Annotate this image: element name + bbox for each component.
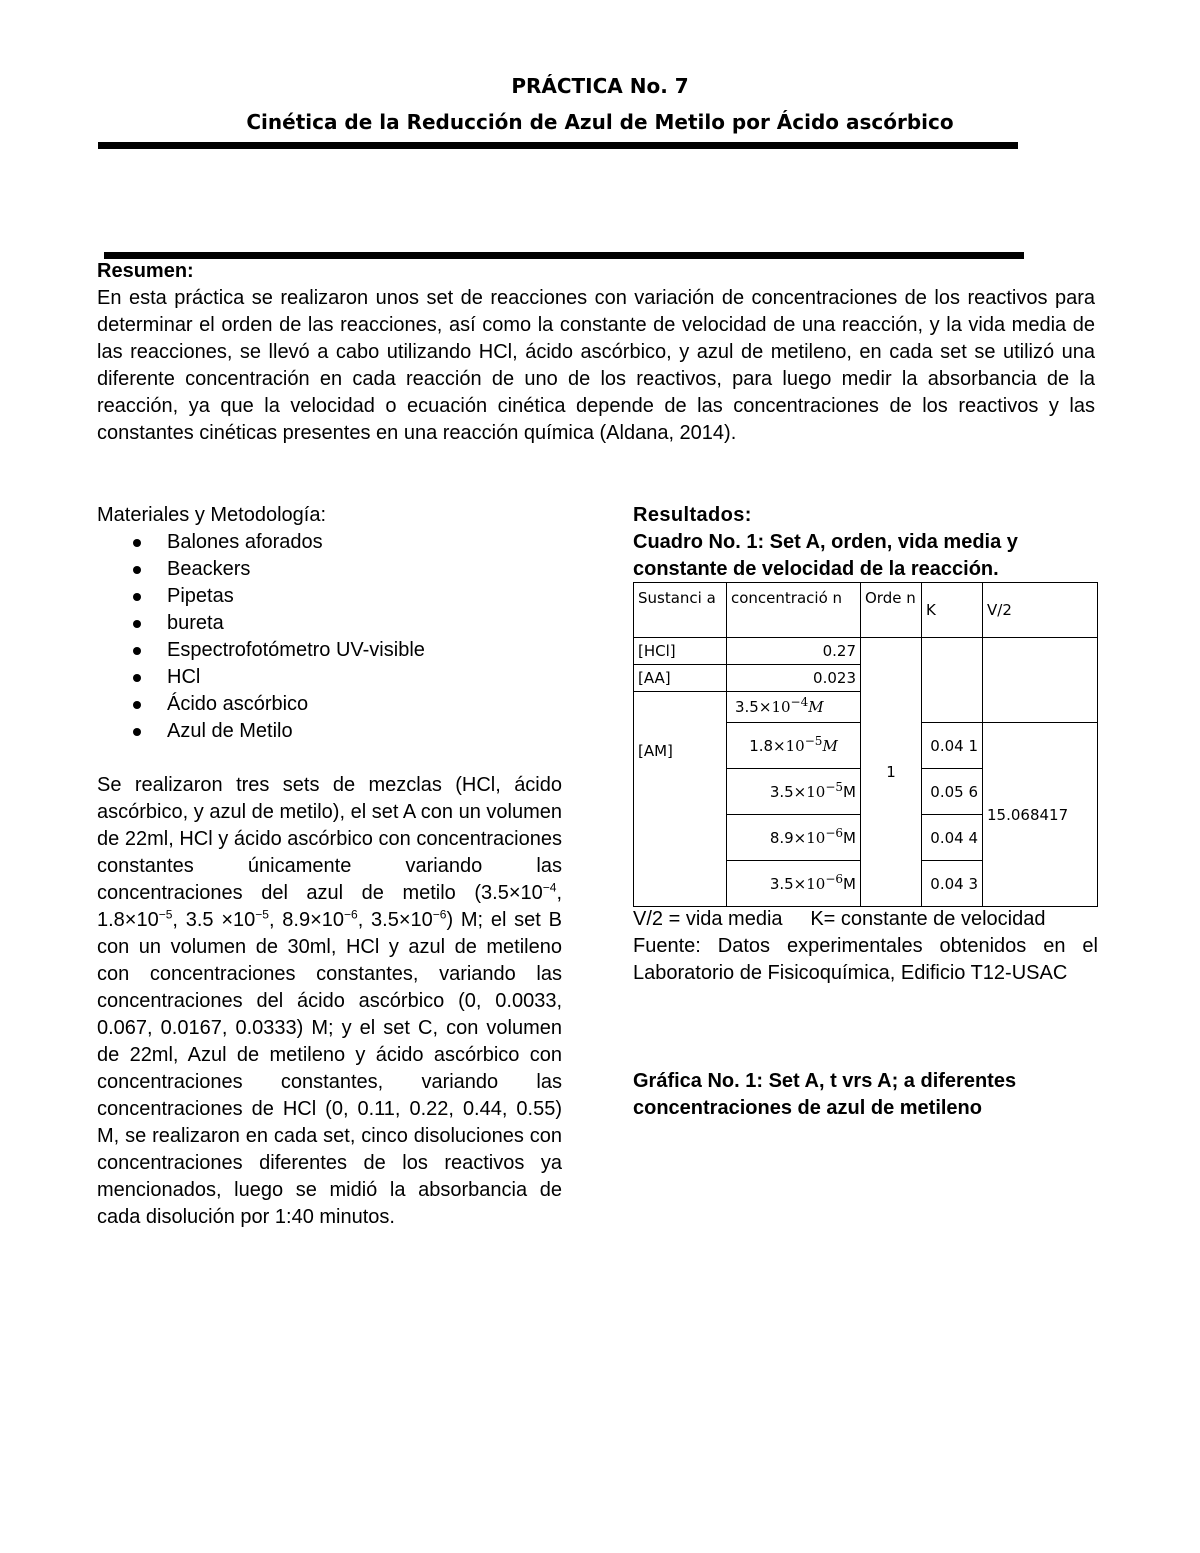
list-item: bureta (97, 610, 562, 637)
half-life-cell: 15.068417 (983, 723, 1098, 907)
table-caption: Cuadro No. 1: Set A, orden, vida media y constante de velocidad de la reacción. (633, 531, 1018, 580)
concentration-cell: 0.023 (727, 665, 861, 692)
results-heading: Resultados: (633, 504, 752, 526)
materials-methods-column (97, 502, 562, 1231)
list-item: Azul de Metilo (97, 718, 562, 745)
table-legend: V/2 = vida media K= constante de velocidad (633, 908, 1046, 930)
conc-value: $3.5 \times 10^{-5}$ (185, 907, 269, 931)
header-cell: concentració n (727, 583, 861, 638)
materials-list (97, 529, 562, 745)
substance-cell: [HCl] (634, 638, 727, 665)
summary-paragraph-end: constantes cinéticas presentes en una reacción química (Aldana, 2014). (97, 422, 737, 444)
conc-value: $3.5\times 10^{-4}$ (481, 880, 557, 904)
concentration-cell: $1.8\times 10^{-5}M$ (727, 723, 861, 769)
list-item: Balones aforados (97, 529, 562, 556)
substance-cell: [AA] (634, 665, 727, 692)
header-rule-top (98, 142, 1018, 149)
conc-value: $3.5\times 10^{-6}$ (371, 907, 447, 931)
order-cell: 1 (861, 638, 922, 907)
materials-heading: Materiales y Metodología: (97, 504, 327, 526)
methods-intro: Se realizaron tres sets de mezclas (HCl, ácido ascórbico, y azul de metilo), el set A con un volumen de 22ml, HCl y ácido ascórbico con concentraciones constantes únicamente variando las concentraciones del azul de metilo ( (97, 774, 562, 904)
k-cell: 0.04 3 (922, 861, 983, 907)
conc-value: $1.8\times 10^{-5}$ (97, 907, 173, 931)
list-item: Ácido ascórbico (97, 691, 562, 718)
header-cell: V/2 (983, 583, 1098, 638)
header-cell: K (922, 583, 983, 638)
results-table (633, 582, 1098, 907)
header-cell: Sustanci a (634, 583, 727, 638)
table-row (634, 638, 1098, 665)
k-cell: 0.05 6 (922, 769, 983, 815)
substance-cell: [AM] (634, 692, 727, 907)
concentration-cell: 0.27 (727, 638, 861, 665)
document-subtitle: Cinética de la Reducción de Azul de Metilo por Ácido ascórbico (246, 110, 954, 134)
list-item: Beackers (97, 556, 562, 583)
table-source: Fuente: Datos experimentales obtenidos en el Laboratorio de Fisicoquímica, Edificio T12-USAC (633, 935, 1098, 984)
list-item: Pipetas (97, 583, 562, 610)
methods-rest: ) M; el set B con un volumen de 30ml, HCl y azul de metileno con concentraciones constantes, variando las concentraciones del ácido ascórbico (0, 0.0033, 0.067, 0.0167, 0.0333) M; y el set C, con volumen de 22ml, Azul de metileno y ácido ascórbico con concentraciones constantes, variando las concentraciones de HCl (0, 0.11, 0.22, 0.44, 0.55) M, se realizaron en cada set, cinco disoluciones con concentraciones diferentes de los reactivos ya mencionados, luego se midió la absorbancia de cada disolución por 1:40 minutos. (97, 909, 562, 1228)
methods-paragraph: Se realizaron tres sets de mezclas (HCl, ácido ascórbico, y azul de metilo), el set A con un volumen de 22ml, HCl y ácido ascórbico con concentraciones constantes únicamente variando las concentraciones del azul de metilo ($3.5\times 10^{-4}$, $1.8\times 10^{-5}$, $3.5 \times 10^{-5}$, $8.9\times 10^{-6}$, $3.5\times 10^{-6}$) M; el set B con un volumen de 30ml, HCl y azul de metileno con concentraciones constantes, variando las concentraciones del ácido ascórbico (0, 0.0033, 0.067, 0.0167, 0.0333) M; y el set C, con volumen de 22ml, Azul de metileno y ácido ascórbico con concentraciones constantes, variando las concentraciones de HCl (0, 0.11, 0.22, 0.44, 0.55) M, se realizaron en cada set, cinco disoluciones con concentraciones diferentes de los reactivos ya mencionados, luego se midió la absorbancia de cada disolución por 1:40 minutos. (97, 774, 562, 1228)
concentration-cell: $3.5\times 10^{-6}M$ (727, 861, 861, 907)
list-item: Espectrofotómetro UV-visible (97, 637, 562, 664)
table-header-row (634, 583, 1098, 638)
list-item: HCl (97, 664, 562, 691)
summary-section (97, 258, 1095, 447)
header-cell: Orde n (861, 583, 922, 638)
concentration-cell: $3.5\times 10^{-4}M$ (727, 692, 861, 723)
k-cell-empty (922, 638, 983, 723)
summary-paragraph: En esta práctica se realizaron unos set de reacciones con variación de concentraciones de los reactivos para determinar el orden de las reacciones, así como la constante de velocidad de una reacción, y la vida media de las reacciones, se llevó a cabo utilizando HCl, ácido ascórbico, y azul de metileno, en cada set se utilizó una diferente concentración en cada reacción de uno de los reactivos, para luego medir la absorbancia de la reacción, ya que la velocidad o ecuación cinética depende de las concentraciones de los reactivos y las (97, 287, 1095, 417)
concentration-cell: $3.5\times 10^{-5}M$ (727, 769, 861, 815)
summary-heading: Resumen: (97, 260, 194, 282)
document-title: PRÁCTICA No. 7 (511, 74, 689, 98)
graph-caption: Gráfica No. 1: Set A, t vrs A; a diferentes concentraciones de azul de metileno (633, 1070, 1017, 1119)
k-cell: 0.04 4 (922, 815, 983, 861)
concentration-cell: $8.9\times 10^{-6}M$ (727, 815, 861, 861)
conc-value: $8.9\times 10^{-6}$ (282, 907, 358, 931)
k-cell: 0.04 1 (922, 723, 983, 769)
half-life-cell-empty (983, 638, 1098, 723)
results-column (633, 502, 1098, 583)
table-notes (633, 906, 1098, 987)
